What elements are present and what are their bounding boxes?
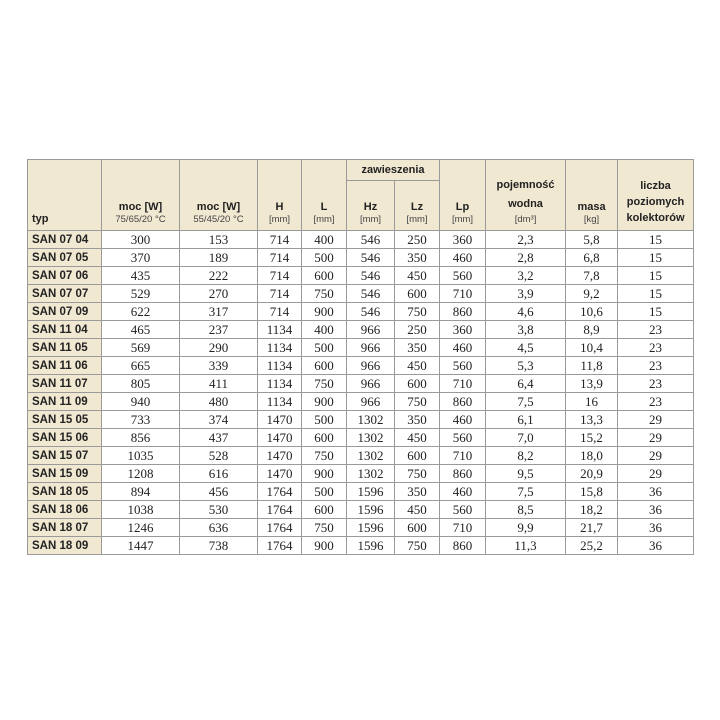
- cell-lp: 860: [440, 537, 486, 555]
- table-row: [28, 321, 694, 339]
- cell-hz: 546: [347, 303, 395, 321]
- cell-masa: 25,2: [566, 537, 618, 555]
- cell-hz: 966: [347, 375, 395, 393]
- cell-kolektory: 23: [618, 375, 694, 393]
- cell-pojemnosc: 9,5: [486, 465, 566, 483]
- cell-lz: 600: [395, 519, 440, 537]
- cell-typ: SAN 07 06: [28, 267, 102, 285]
- cell-lz: 450: [395, 267, 440, 285]
- cell-hz: 1302: [347, 465, 395, 483]
- cell-l: 900: [302, 465, 347, 483]
- cell-moc-55: 339: [180, 357, 258, 375]
- cell-masa: 10,4: [566, 339, 618, 357]
- cell-pojemnosc: 3,8: [486, 321, 566, 339]
- cell-typ: SAN 18 06: [28, 501, 102, 519]
- cell-l: 750: [302, 375, 347, 393]
- cell-pojemnosc: 4,6: [486, 303, 566, 321]
- cell-moc-55: 290: [180, 339, 258, 357]
- cell-pojemnosc: 6,4: [486, 375, 566, 393]
- cell-moc-55: 222: [180, 267, 258, 285]
- cell-moc-55: 374: [180, 411, 258, 429]
- table-row: [28, 249, 694, 267]
- table-row: [28, 375, 694, 393]
- cell-hz: 1302: [347, 429, 395, 447]
- cell-pojemnosc: 8,2: [486, 447, 566, 465]
- cell-kolektory: 15: [618, 285, 694, 303]
- cell-pojemnosc: 7,5: [486, 483, 566, 501]
- cell-kolektory: 29: [618, 411, 694, 429]
- cell-lz: 750: [395, 465, 440, 483]
- cell-pojemnosc: 6,1: [486, 411, 566, 429]
- cell-typ: SAN 18 05: [28, 483, 102, 501]
- cell-h: 1134: [258, 375, 302, 393]
- cell-l: 400: [302, 231, 347, 249]
- cell-h: 714: [258, 231, 302, 249]
- header-h: H [mm]: [258, 160, 302, 231]
- table-row: [28, 429, 694, 447]
- cell-moc-75: 940: [102, 393, 180, 411]
- cell-kolektory: 23: [618, 393, 694, 411]
- header-masa: masa [kg]: [566, 160, 618, 231]
- cell-moc-55: 270: [180, 285, 258, 303]
- cell-lz: 600: [395, 285, 440, 303]
- cell-typ: SAN 15 07: [28, 447, 102, 465]
- cell-moc-55: 317: [180, 303, 258, 321]
- cell-typ: SAN 15 09: [28, 465, 102, 483]
- cell-l: 500: [302, 339, 347, 357]
- table-body: [28, 231, 694, 555]
- cell-masa: 10,6: [566, 303, 618, 321]
- cell-h: 1764: [258, 483, 302, 501]
- cell-h: 714: [258, 249, 302, 267]
- cell-l: 600: [302, 357, 347, 375]
- cell-h: 1470: [258, 465, 302, 483]
- table-row: [28, 411, 694, 429]
- cell-hz: 966: [347, 339, 395, 357]
- cell-moc-75: 856: [102, 429, 180, 447]
- cell-pojemnosc: 3,9: [486, 285, 566, 303]
- cell-masa: 18,0: [566, 447, 618, 465]
- cell-lp: 860: [440, 303, 486, 321]
- spec-table-container: [27, 159, 693, 555]
- table-row: [28, 267, 694, 285]
- cell-h: 1764: [258, 537, 302, 555]
- cell-lp: 710: [440, 447, 486, 465]
- cell-kolektory: 15: [618, 231, 694, 249]
- cell-typ: SAN 15 06: [28, 429, 102, 447]
- cell-lz: 600: [395, 447, 440, 465]
- cell-moc-55: 636: [180, 519, 258, 537]
- cell-typ: SAN 11 06: [28, 357, 102, 375]
- cell-moc-55: 530: [180, 501, 258, 519]
- cell-hz: 1302: [347, 411, 395, 429]
- cell-moc-75: 465: [102, 321, 180, 339]
- cell-kolektory: 36: [618, 537, 694, 555]
- header-kolektory: liczba poziomych kolektorów: [618, 160, 694, 231]
- cell-masa: 20,9: [566, 465, 618, 483]
- cell-lp: 710: [440, 519, 486, 537]
- table-row: [28, 501, 694, 519]
- cell-pojemnosc: 8,5: [486, 501, 566, 519]
- cell-masa: 6,8: [566, 249, 618, 267]
- cell-lp: 460: [440, 483, 486, 501]
- cell-lp: 710: [440, 285, 486, 303]
- cell-moc-75: 1038: [102, 501, 180, 519]
- table-row: [28, 447, 694, 465]
- header-pojemnosc: pojemność wodna [dm³]: [486, 160, 566, 231]
- cell-masa: 15,8: [566, 483, 618, 501]
- cell-moc-75: 435: [102, 267, 180, 285]
- cell-moc-75: 370: [102, 249, 180, 267]
- cell-typ: SAN 07 09: [28, 303, 102, 321]
- cell-h: 714: [258, 303, 302, 321]
- cell-l: 900: [302, 303, 347, 321]
- cell-moc-75: 1208: [102, 465, 180, 483]
- cell-pojemnosc: 3,2: [486, 267, 566, 285]
- cell-moc-75: 1447: [102, 537, 180, 555]
- cell-lp: 860: [440, 465, 486, 483]
- cell-masa: 7,8: [566, 267, 618, 285]
- cell-l: 600: [302, 501, 347, 519]
- cell-lp: 860: [440, 393, 486, 411]
- cell-masa: 11,8: [566, 357, 618, 375]
- cell-pojemnosc: 9,9: [486, 519, 566, 537]
- cell-typ: SAN 15 05: [28, 411, 102, 429]
- cell-hz: 546: [347, 249, 395, 267]
- header-moc-55: moc [W] 55/45/20 °C: [180, 160, 258, 231]
- cell-typ: SAN 11 09: [28, 393, 102, 411]
- cell-moc-55: 411: [180, 375, 258, 393]
- cell-lp: 560: [440, 501, 486, 519]
- table-row: [28, 303, 694, 321]
- cell-lz: 350: [395, 411, 440, 429]
- cell-pojemnosc: 4,5: [486, 339, 566, 357]
- cell-l: 750: [302, 519, 347, 537]
- cell-kolektory: 15: [618, 249, 694, 267]
- cell-lz: 750: [395, 393, 440, 411]
- cell-masa: 13,9: [566, 375, 618, 393]
- cell-l: 900: [302, 537, 347, 555]
- cell-kolektory: 29: [618, 429, 694, 447]
- cell-h: 1134: [258, 339, 302, 357]
- cell-l: 750: [302, 285, 347, 303]
- radiator-spec-table: [27, 159, 694, 555]
- cell-lz: 250: [395, 321, 440, 339]
- cell-pojemnosc: 5,3: [486, 357, 566, 375]
- table-row: [28, 357, 694, 375]
- table-row: [28, 339, 694, 357]
- cell-lp: 460: [440, 249, 486, 267]
- cell-masa: 5,8: [566, 231, 618, 249]
- cell-lz: 600: [395, 375, 440, 393]
- cell-kolektory: 15: [618, 303, 694, 321]
- cell-typ: SAN 18 07: [28, 519, 102, 537]
- header-typ: typ: [28, 160, 102, 231]
- cell-h: 714: [258, 267, 302, 285]
- cell-moc-75: 733: [102, 411, 180, 429]
- cell-kolektory: 29: [618, 465, 694, 483]
- cell-lp: 360: [440, 231, 486, 249]
- cell-lz: 350: [395, 339, 440, 357]
- cell-lp: 560: [440, 429, 486, 447]
- cell-lp: 710: [440, 375, 486, 393]
- cell-h: 714: [258, 285, 302, 303]
- cell-moc-75: 894: [102, 483, 180, 501]
- header-lz: Lz [mm]: [395, 181, 440, 231]
- cell-h: 1470: [258, 429, 302, 447]
- cell-h: 1134: [258, 393, 302, 411]
- cell-lp: 460: [440, 411, 486, 429]
- cell-kolektory: 23: [618, 357, 694, 375]
- cell-l: 900: [302, 393, 347, 411]
- cell-moc-55: 738: [180, 537, 258, 555]
- cell-l: 750: [302, 447, 347, 465]
- cell-lp: 460: [440, 339, 486, 357]
- cell-lz: 750: [395, 303, 440, 321]
- table-header: [28, 160, 694, 231]
- cell-moc-55: 437: [180, 429, 258, 447]
- cell-typ: SAN 11 05: [28, 339, 102, 357]
- cell-lz: 250: [395, 231, 440, 249]
- cell-lz: 350: [395, 483, 440, 501]
- cell-moc-75: 569: [102, 339, 180, 357]
- cell-moc-55: 189: [180, 249, 258, 267]
- cell-l: 400: [302, 321, 347, 339]
- header-hz: Hz [mm]: [347, 181, 395, 231]
- cell-hz: 966: [347, 393, 395, 411]
- cell-typ: SAN 11 04: [28, 321, 102, 339]
- cell-pojemnosc: 7,5: [486, 393, 566, 411]
- cell-hz: 966: [347, 357, 395, 375]
- header-moc-75: moc [W] 75/65/20 °C: [102, 160, 180, 231]
- cell-lp: 560: [440, 357, 486, 375]
- cell-lz: 450: [395, 429, 440, 447]
- cell-h: 1470: [258, 447, 302, 465]
- cell-l: 500: [302, 483, 347, 501]
- cell-l: 500: [302, 249, 347, 267]
- cell-typ: SAN 07 07: [28, 285, 102, 303]
- cell-kolektory: 36: [618, 519, 694, 537]
- table-row: [28, 393, 694, 411]
- cell-hz: 546: [347, 267, 395, 285]
- cell-moc-55: 237: [180, 321, 258, 339]
- table-row: [28, 483, 694, 501]
- header-l: L [mm]: [302, 160, 347, 231]
- cell-masa: 16: [566, 393, 618, 411]
- cell-typ: SAN 07 05: [28, 249, 102, 267]
- cell-pojemnosc: 7,0: [486, 429, 566, 447]
- cell-pojemnosc: 11,3: [486, 537, 566, 555]
- cell-masa: 15,2: [566, 429, 618, 447]
- table-row: [28, 285, 694, 303]
- cell-kolektory: 23: [618, 339, 694, 357]
- cell-masa: 9,2: [566, 285, 618, 303]
- cell-hz: 1596: [347, 537, 395, 555]
- cell-hz: 1596: [347, 519, 395, 537]
- cell-masa: 21,7: [566, 519, 618, 537]
- cell-moc-75: 529: [102, 285, 180, 303]
- cell-moc-75: 300: [102, 231, 180, 249]
- cell-moc-55: 456: [180, 483, 258, 501]
- cell-typ: SAN 07 04: [28, 231, 102, 249]
- cell-pojemnosc: 2,3: [486, 231, 566, 249]
- header-zawieszenia: zawieszenia: [347, 160, 440, 181]
- cell-typ: SAN 18 09: [28, 537, 102, 555]
- cell-lz: 350: [395, 249, 440, 267]
- cell-masa: 18,2: [566, 501, 618, 519]
- cell-moc-55: 616: [180, 465, 258, 483]
- table-row: [28, 231, 694, 249]
- cell-typ: SAN 11 07: [28, 375, 102, 393]
- cell-l: 500: [302, 411, 347, 429]
- cell-hz: 966: [347, 321, 395, 339]
- cell-moc-75: 1246: [102, 519, 180, 537]
- header-lp: Lp [mm]: [440, 160, 486, 231]
- cell-lz: 450: [395, 357, 440, 375]
- cell-l: 600: [302, 267, 347, 285]
- cell-moc-55: 528: [180, 447, 258, 465]
- cell-kolektory: 29: [618, 447, 694, 465]
- cell-lz: 750: [395, 537, 440, 555]
- cell-moc-75: 622: [102, 303, 180, 321]
- cell-moc-55: 480: [180, 393, 258, 411]
- cell-hz: 546: [347, 231, 395, 249]
- cell-masa: 13,3: [566, 411, 618, 429]
- table-row: [28, 519, 694, 537]
- cell-h: 1764: [258, 519, 302, 537]
- table-row: [28, 465, 694, 483]
- cell-moc-75: 805: [102, 375, 180, 393]
- cell-hz: 1596: [347, 501, 395, 519]
- cell-hz: 1596: [347, 483, 395, 501]
- cell-l: 600: [302, 429, 347, 447]
- cell-hz: 546: [347, 285, 395, 303]
- cell-h: 1134: [258, 321, 302, 339]
- cell-moc-75: 1035: [102, 447, 180, 465]
- cell-h: 1764: [258, 501, 302, 519]
- table-row: [28, 537, 694, 555]
- cell-hz: 1302: [347, 447, 395, 465]
- cell-kolektory: 36: [618, 483, 694, 501]
- cell-moc-55: 153: [180, 231, 258, 249]
- cell-h: 1134: [258, 357, 302, 375]
- cell-lz: 450: [395, 501, 440, 519]
- cell-kolektory: 23: [618, 321, 694, 339]
- cell-kolektory: 15: [618, 267, 694, 285]
- cell-pojemnosc: 2,8: [486, 249, 566, 267]
- cell-masa: 8,9: [566, 321, 618, 339]
- cell-lp: 360: [440, 321, 486, 339]
- cell-h: 1470: [258, 411, 302, 429]
- cell-moc-75: 665: [102, 357, 180, 375]
- cell-kolektory: 36: [618, 501, 694, 519]
- cell-lp: 560: [440, 267, 486, 285]
